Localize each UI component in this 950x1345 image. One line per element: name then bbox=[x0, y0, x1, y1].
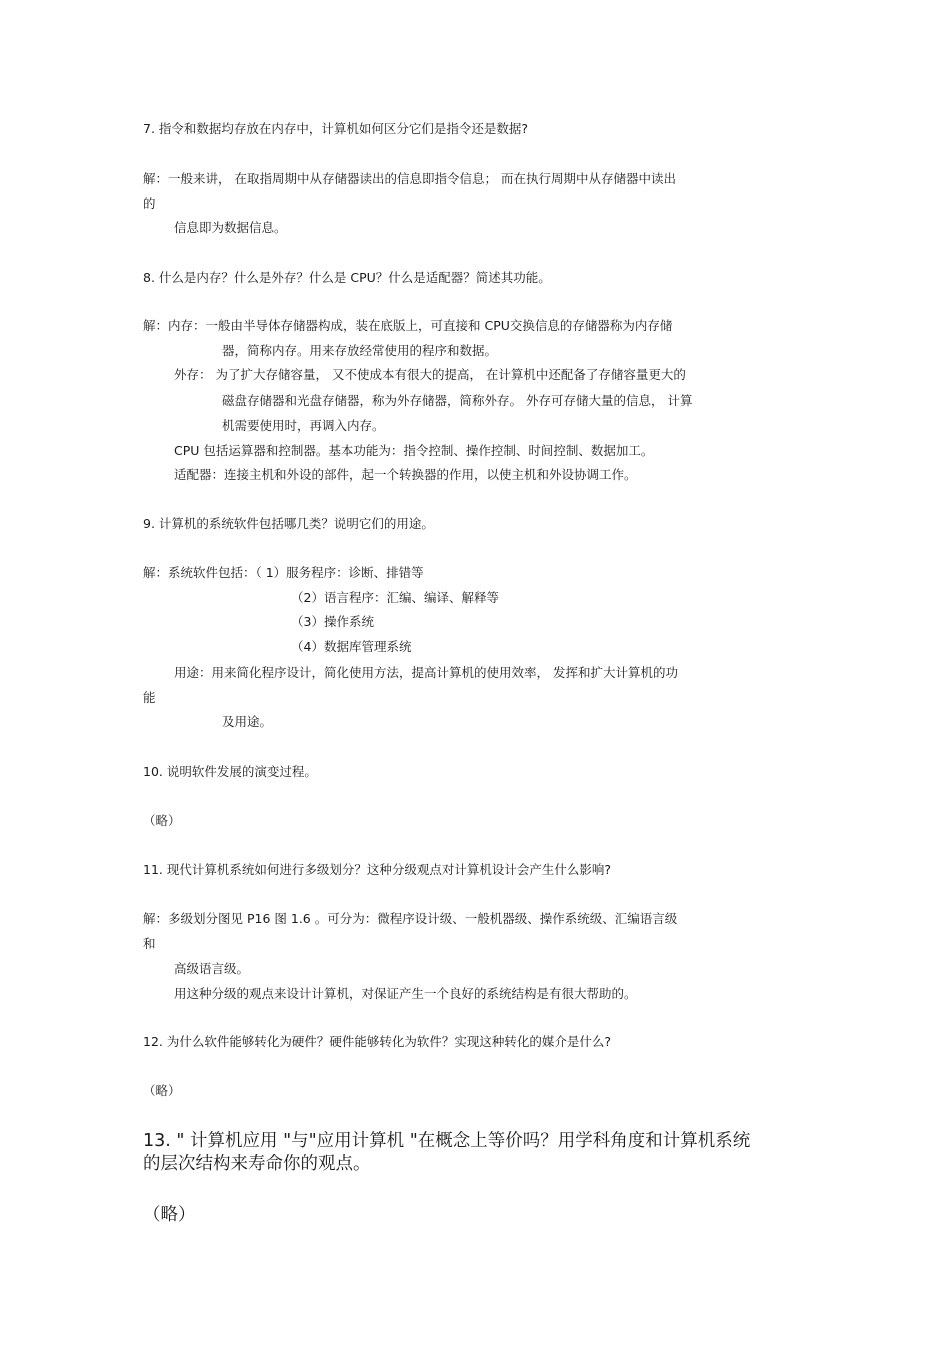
answer-8-line-2: 器，简称内存。用来存放经常使用的程序和数据。 bbox=[222, 343, 498, 358]
answer-7-line-3: 信息即为数据信息。 bbox=[174, 220, 287, 235]
answer-11-line-4: 用这种分级的观点来设计计算机，对保证产生一个良好的系统结构是有很大帮助的。 bbox=[174, 986, 637, 1001]
answer-8-line-3: 外存： 为了扩大存储容量， 又不使成本有很大的提高， 在计算机中还配备了存储容量更大的 bbox=[174, 367, 686, 382]
question-9: 9. 计算机的系统软件包括哪几类？说明它们的用途。 bbox=[143, 516, 434, 531]
answer-8-line-7: 适配器：连接主机和外设的部件，起一个转换器的作用，以使主机和外设协调工作。 bbox=[174, 467, 637, 482]
answer-11-line-2: 和 bbox=[143, 936, 156, 951]
question-7: 7. 指令和数据均存放在内存中，计算机如何区分它们是指令还是数据? bbox=[143, 121, 529, 136]
answer-10: （略） bbox=[143, 813, 181, 828]
answer-8-line-4: 磁盘存储器和光盘存储器，称为外存储器，简称外存。 外存可存储大量的信息， 计算 bbox=[222, 393, 693, 408]
question-13-line-2: 的层次结构来寿命你的观点。 bbox=[143, 1154, 371, 1174]
answer-7-line-2: 的 bbox=[143, 196, 156, 211]
answer-9-line-4: （4）数据库管理系统 bbox=[291, 639, 412, 654]
answer-9-line-6: 能 bbox=[143, 690, 156, 705]
question-11: 11. 现代计算机系统如何进行多级划分？这种分级观点对计算机设计会产生什么影响? bbox=[143, 862, 611, 877]
question-10: 10. 说明软件发展的演变过程。 bbox=[143, 764, 317, 779]
answer-9-line-5: 用途：用来简化程序设计，简化使用方法，提高计算机的使用效率， 发挥和扩大计算机的功 bbox=[174, 665, 678, 680]
answer-13: （略） bbox=[143, 1205, 196, 1225]
answer-12: （略） bbox=[143, 1083, 181, 1098]
question-8: 8. 什么是内存？什么是外存？什么是 CPU？什么是适配器？简述其功能。 bbox=[143, 270, 551, 285]
answer-9-line-7: 及用途。 bbox=[222, 714, 273, 729]
answer-8-line-5: 机需要使用时，再调入内存。 bbox=[222, 418, 385, 433]
answer-9-line-1: 解：系统软件包括：（ 1）服务程序：诊断、排错等 bbox=[143, 565, 424, 580]
answer-9-line-3: （3）操作系统 bbox=[291, 614, 374, 629]
answer-8-line-6: CPU 包括运算器和控制器。基本功能为：指令控制、操作控制、时间控制、数据加工。 bbox=[174, 443, 654, 458]
answer-11-line-3: 高级语言级。 bbox=[174, 961, 250, 976]
answer-8-line-1: 解：内存：一般由半导体存储器构成，装在底版上，可直接和 CPU交换信息的存储器称为内存储 bbox=[143, 318, 673, 333]
answer-11-line-1: 解：多级划分图见 P16 图 1.6 。可分为：微程序设计级、一般机器级、操作系统级、汇编语言级 bbox=[143, 911, 678, 926]
question-12: 12. 为什么软件能够转化为硬件？硬件能够转化为软件？实现这种转化的媒介是什么? bbox=[143, 1034, 611, 1049]
question-13-line-1: 13. " 计算机应用 "与"应用计算机 "在概念上等价吗？用学科角度和计算机系统 bbox=[143, 1131, 751, 1151]
answer-7-line-1: 解：一般来讲， 在取指周期中从存储器读出的信息即指令信息； 而在执行周期中从存储器中读出 bbox=[143, 171, 676, 186]
answer-9-line-2: （2）语言程序：汇编、编译、解释等 bbox=[291, 590, 499, 605]
